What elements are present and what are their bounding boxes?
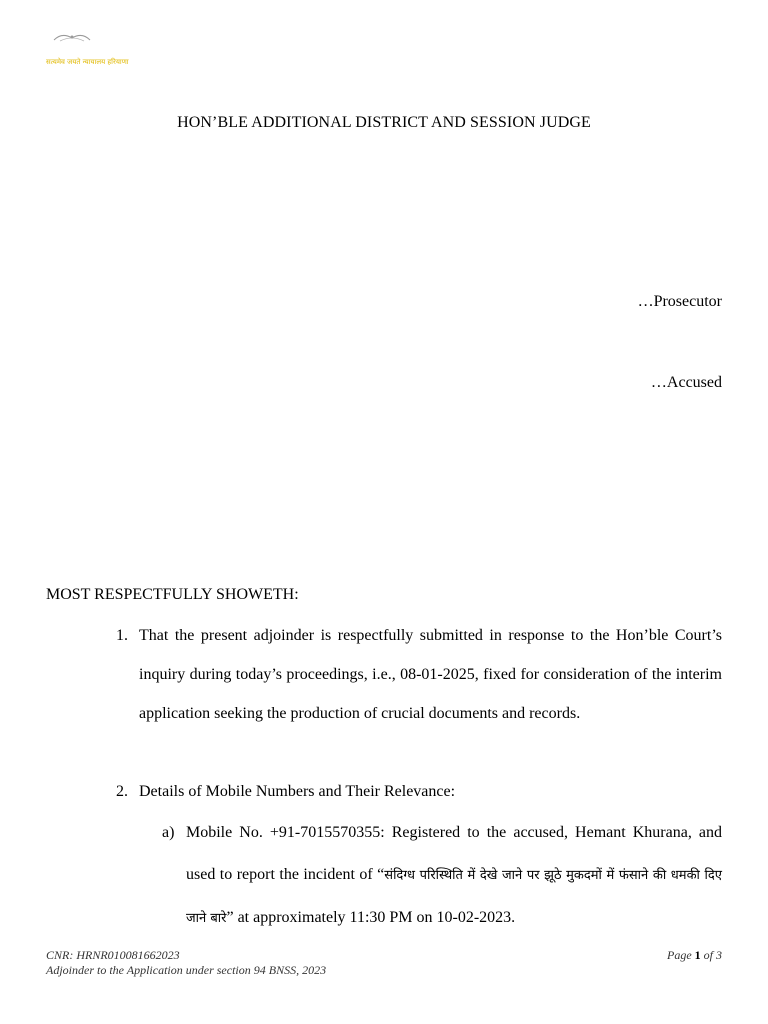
sub-item-a [162, 812, 722, 940]
paragraph-2 [116, 772, 722, 811]
logo-text: सत्यमेव जयते न्यायालय हरियाणा [46, 58, 129, 66]
page-total: 3 [716, 948, 722, 962]
paragraph-text: That the present adjoinder is respectfully submitted in response to the Hon’ble Court’s inquiry during today’s proceedings, i.e., 08-01-2025, fixed for consideration of the interim application seeking the production of crucial documents and records. [139, 627, 722, 722]
sub-item-text-before: Mobile No. +91-7015570355: Registered to the accused, Hemant Khurana, and used to report the incident of “ [186, 824, 722, 883]
paragraph-1 [116, 616, 722, 733]
paragraph-number: 1. [116, 627, 128, 644]
party-accused: …Accused [650, 374, 722, 391]
party-prosecutor: …Prosecutor [637, 293, 722, 310]
emblem-icon [52, 30, 92, 46]
footer-subtitle: Adjoinder to the Application under section 94 BNSS, 2023 [46, 963, 327, 977]
sub-item-number: a) [162, 824, 175, 841]
showeth-heading: MOST RESPECTFULLY SHOWETH: [46, 586, 299, 603]
page-footer [46, 948, 722, 978]
paragraph-text: Details of Mobile Numbers and Their Relevance: [139, 783, 456, 800]
sub-item-hindi-text: संदिग्ध परिस्थिति में देखे जाने पर झूठे मुकदमों में फंसाने की धमकी दिए जाने बारे [186, 868, 722, 926]
sub-item-text-after: ” at approximately 11:30 PM on 10-02-2023. [226, 909, 516, 926]
page-current: 1 [694, 948, 701, 962]
court-title: HON’BLE ADDITIONAL DISTRICT AND SESSION JUDGE [177, 114, 591, 131]
footer-cnr: CNR: HRNR010081662023 [46, 948, 180, 962]
page-sep: of [703, 948, 713, 962]
court-logo [46, 30, 136, 72]
sub-item-text [186, 812, 722, 940]
paragraph-number: 2. [116, 783, 128, 800]
page-number [667, 948, 722, 963]
page-prefix: Page [667, 948, 692, 962]
